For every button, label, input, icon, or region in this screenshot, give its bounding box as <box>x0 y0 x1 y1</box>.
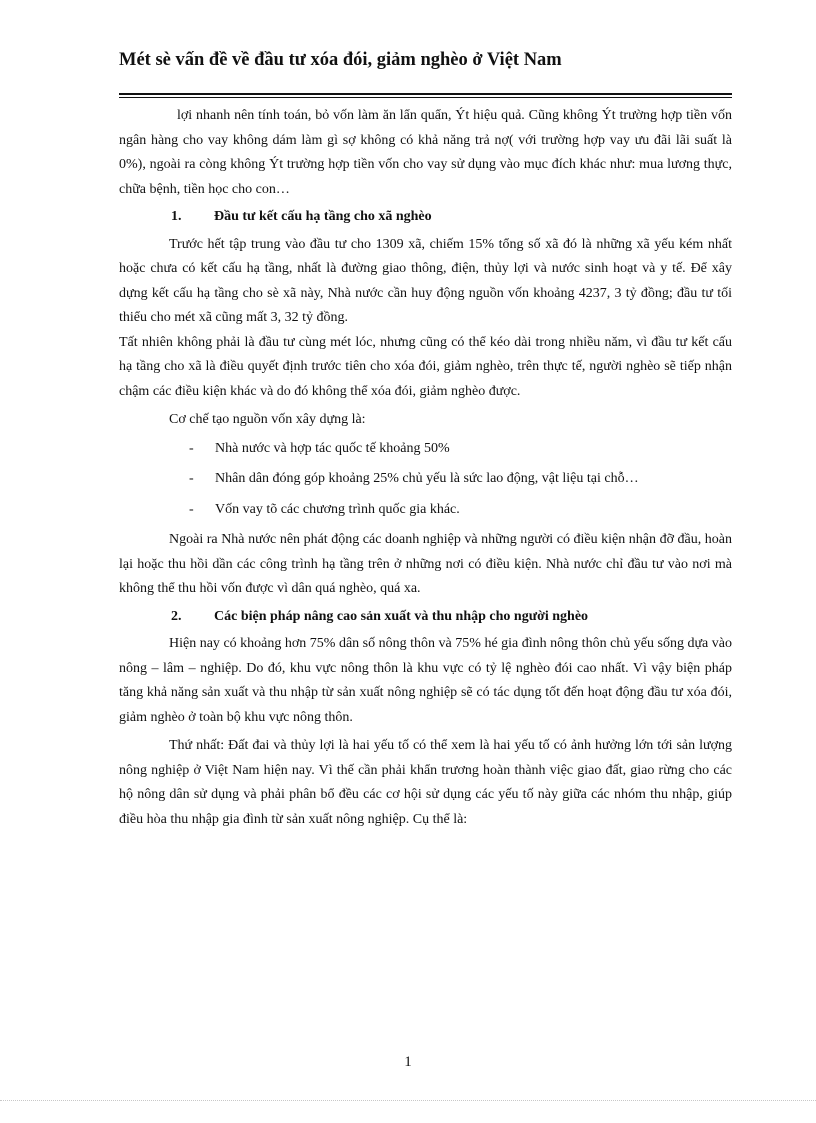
list-item <box>119 498 732 523</box>
list-item-text: Vốn vay tõ các chương trình quốc gia khác. <box>215 501 460 517</box>
paragraph: Ngoài ra Nhà nước nên phát động các doanh nghiệp và những người có điều kiện nhận đỡ đầu, hoàn lại hoặc thu hồi dần các công trình hạ tầng trên ở những nơi có điều kiện. Nhà nước chỉ đầu tư vào nơi mà không thể thu hồi vốn được vì dân quá nghèo, quá xa. <box>119 532 732 596</box>
list-item <box>119 467 732 492</box>
list-item-text: Nhân dân đóng góp khoảng 25% chủ yếu là sức lao động, vật liệu tại chỗ… <box>215 471 639 486</box>
paragraph-continued: lợi nhanh nên tính toán, bỏ vốn làm ăn lẩn quẩn, Ýt hiệu quả. Cũng không Ýt trường hợp tiền vốn ngân hàng cho vay không dám làm gì sợ không có khả năng trả nợ( với trường hợp vay ưu đãi lãi suất là 0%), ngoài ra còng không Ýt trường hợp tiền vốn cho vay sử dụng vào mục đích khác như: mua lương thực, chữa bệnh, tiền học cho con… <box>119 108 732 197</box>
section-heading-1 <box>119 205 732 230</box>
paragraph: Hiện nay có khoảng hơn 75% dân số nông thôn và 75% hé gia đình nông thôn chủ yếu sống dựa vào nông – lâm – nghiệp. Do đó, khu vực nông thôn là khu vực có tỷ lệ nghèo đói cao nhất. Vì vậy biện pháp tăng khả năng sản xuất và thu nhập từ sản xuất nông nghiệp sẽ có tác dụng tốt đến hoạt động đầu tư xóa đói, giảm nghèo ở toàn bộ khu vực nông thôn. <box>119 636 732 725</box>
page-bottom-border <box>0 1100 816 1101</box>
section-number: 2. <box>171 608 182 624</box>
paragraph: Thứ nhất: Đất đai và thủy lợi là hai yếu tố có thể xem là hai yếu tố có ảnh hưởng lớn tới sản lượng nông nghiệp ở Việt Nam hiện nay. Vì thế cần phải khẩn trương hoàn thành việc giao đất, giao rừng cho các hộ nông dân sử dụng và phải phân bổ đều các cơ hội sử dụng các yếu tố này giữa các nhóm thu nhập, giúp điều hòa thu nhập gia đình từ sản xuất nông nghiệp. Cụ thể là: <box>119 738 732 827</box>
funding-list <box>119 437 732 523</box>
paragraph: Cơ chế tạo nguồn vốn xây dựng là: <box>169 412 366 427</box>
page-number: 1 <box>404 1054 412 1070</box>
list-bullet: - <box>189 440 194 456</box>
section-number: 1. <box>171 209 182 224</box>
paragraph: Tất nhiên không phải là đầu tư cùng mét lóc, nhưng cũng có thể kéo dài trong nhiều năm, vì đầu tư kết cấu hạ tầng cho xã là điều quyết định trước tiên cho xóa đói, giảm nghèo, trên thực tế, người nghèo sẽ tiếp nhận chậm các điều kiện khác và do đó không thể xóa đói, giảm nghèo được. <box>119 334 732 399</box>
list-bullet: - <box>189 471 194 486</box>
list-item-text: Nhà nước và hợp tác quốc tế khoảng 50% <box>215 440 450 456</box>
document-body <box>119 104 732 832</box>
paragraph: Trước hết tập trung vào đầu tư cho 1309 xã, chiếm 15% tổng số xã đó là những xã yếu kém nhất hoặc chưa có kết cấu hạ tầng, nhất là đường giao thông, điện, thủy lợi và nước sinh hoạt và y tế. Để xây dựng kết cấu hạ tầng cho sè xã này, Nhà nước cần huy động nguồn vốn khoảng 4237, 3 tỷ đồng; đầu tư tối thiểu cho mét xã cũng mất 3, 32 tỷ đồng. <box>119 236 732 325</box>
section-title: Đầu tư kết cấu hạ tầng cho xã nghèo <box>214 209 432 224</box>
header-rule-thin <box>119 97 732 98</box>
header-rule-thick <box>119 93 732 95</box>
section-title: Các biện pháp nâng cao sản xuất và thu nhập cho người nghèo <box>214 608 589 624</box>
page-header-title: Mét sè vấn đề về đầu tư xóa đói, giảm nghèo ở Việt Nam <box>119 50 562 70</box>
section-heading-2 <box>119 605 732 630</box>
list-bullet: - <box>189 501 194 517</box>
list-item <box>119 437 732 462</box>
